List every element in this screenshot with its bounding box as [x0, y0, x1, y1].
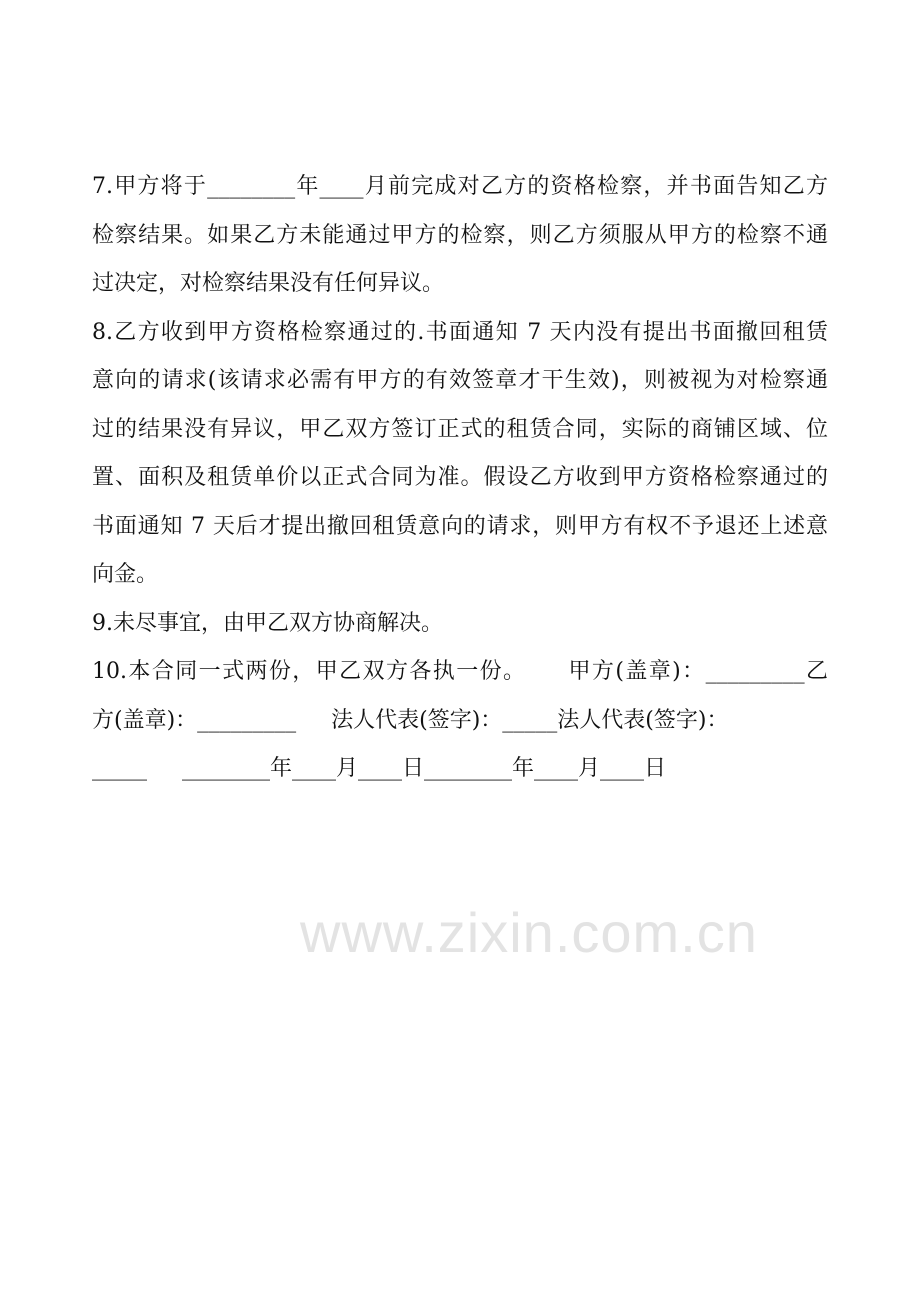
clause-10 — [92, 653, 828, 799]
text-line: 9.未尽事宜，由甲乙双方协商解决。 — [92, 610, 443, 636]
text-line: 过的结果没有异议，甲乙双方签订正式的租赁合同，实际的商铺区域、位 — [92, 416, 828, 442]
text-line: 方(盖章)：_________ 法人代表(签字)：_____法人代表(签字)： — [92, 707, 729, 733]
clause-7 — [92, 168, 828, 314]
watermark: www.zixin.com.cn — [300, 901, 758, 964]
text-line: 过决定，对检察结果没有任何异议。 — [92, 271, 445, 296]
text-line: 书面通知 7 天后才提出撤回租赁意向的请求，则甲方有权不予退还上述意 — [92, 513, 828, 539]
document-body — [92, 168, 828, 799]
text-line: 10.本合同一式两份，甲乙双方各执一份。 甲方(盖章)：_________乙 — [92, 659, 828, 684]
text-line: 向金。 — [92, 562, 159, 587]
clause-8 — [92, 314, 828, 605]
text-line: 检察结果。如果乙方未能通过甲方的检察，则乙方须服从甲方的检察不通 — [92, 222, 828, 248]
text-line: 7.甲方将于________年____月前完成对乙方的资格检察，并书面告知乙方 — [92, 174, 828, 199]
text-line: 置、面积及租赁单价以正式合同为准。假设乙方收到甲方资格检察通过的 — [92, 465, 828, 490]
clause-9 — [92, 605, 828, 654]
text-line: 8.乙方收到甲方资格检察通过的.书面通知 7 天内没有提出书面撤回租赁 — [92, 319, 828, 345]
text-line: _____ ________年____月____日________年____月____日 — [92, 756, 666, 781]
text-line: 意向的请求(该请求必需有甲方的有效签章才干生效)，则被视为对检察通 — [92, 368, 828, 393]
